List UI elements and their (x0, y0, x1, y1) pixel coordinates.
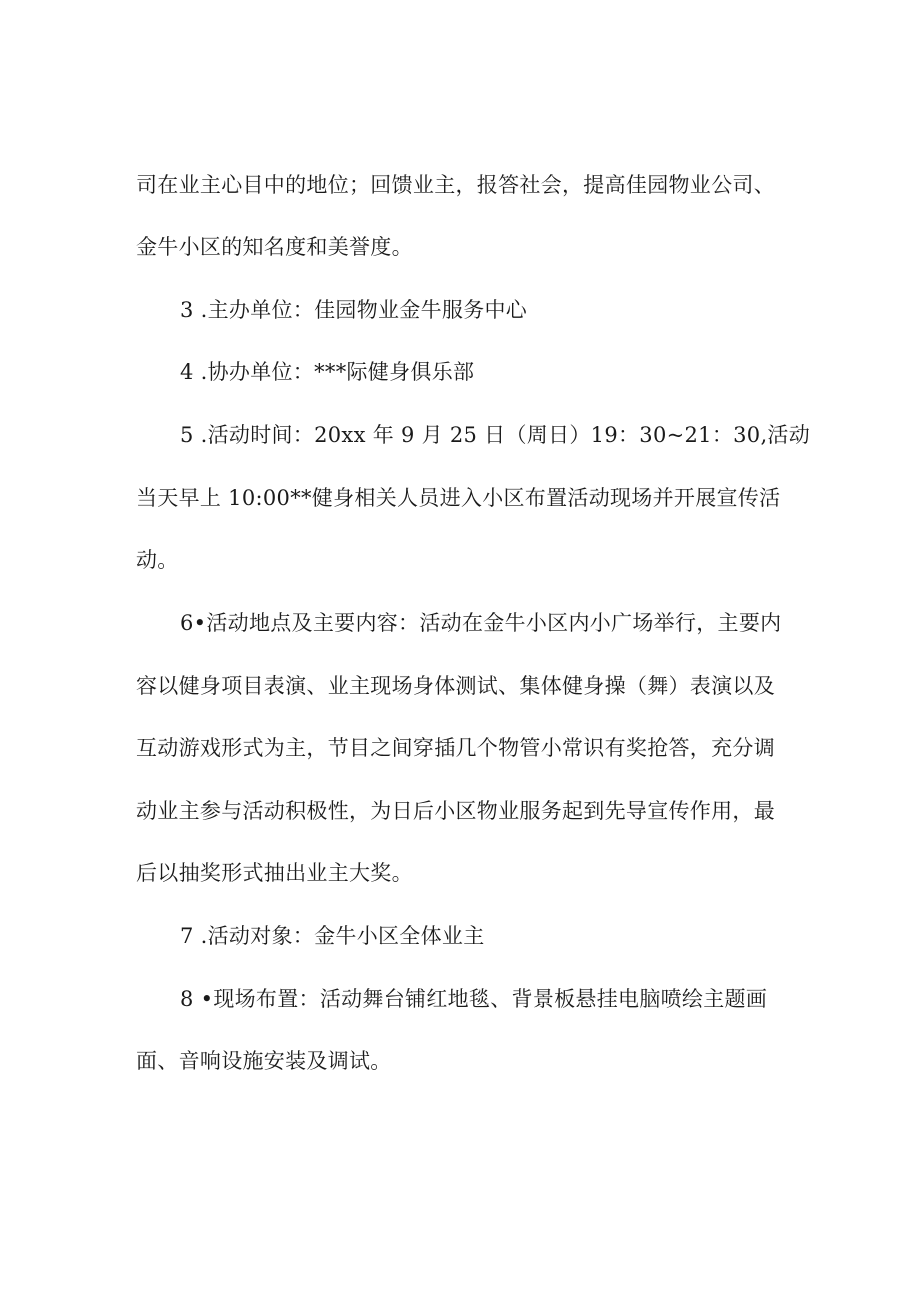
paragraph-line: 动业主参与活动积极性，为日后小区物业服务起到先导宣传作用，最 (136, 799, 775, 823)
paragraph-line: 容以健身项目表演、业主现场身体测试、集体健身操（舞）表演以及 (136, 674, 775, 698)
paragraph-line: 动。 (136, 548, 179, 572)
paragraph-line: 金牛小区的知名度和美誉度。 (136, 235, 413, 259)
list-item-location-content: 6•活动地点及主要内容：活动在金牛小区内小广场举行，主要内 (180, 611, 782, 635)
list-item-organizer: 3 .主办单位：佳园物业金牛服务中心 (180, 298, 528, 322)
list-item-site-setup: 8 •现场布置：活动舞台铺红地毯、背景板悬挂电脑喷绘主题画 (180, 987, 768, 1011)
list-item-time: 5 .活动时间：20xx 年 9 月 25 日（周日）19：30~21：30,活动 (180, 423, 811, 447)
paragraph-line: 互动游戏形式为主，节目之间穿插几个物管小常识有奖抢答，充分调 (136, 736, 775, 760)
list-item-audience: 7 .活动对象：金牛小区全体业主 (180, 924, 485, 948)
paragraph-line: 面、音响设施安装及调试。 (136, 1049, 392, 1073)
paragraph-line: 当天早上 10:00**健身相关人员进入小区布置活动现场并开展宣传活 (136, 486, 781, 510)
list-item-co-organizer: 4 .协办单位：***际健身俱乐部 (180, 360, 475, 384)
paragraph-line: 司在业主心目中的地位；回馈业主，报答社会，提高佳园物业公司、 (136, 173, 775, 197)
paragraph-line: 后以抽奖形式抽出业主大奖。 (136, 861, 413, 885)
